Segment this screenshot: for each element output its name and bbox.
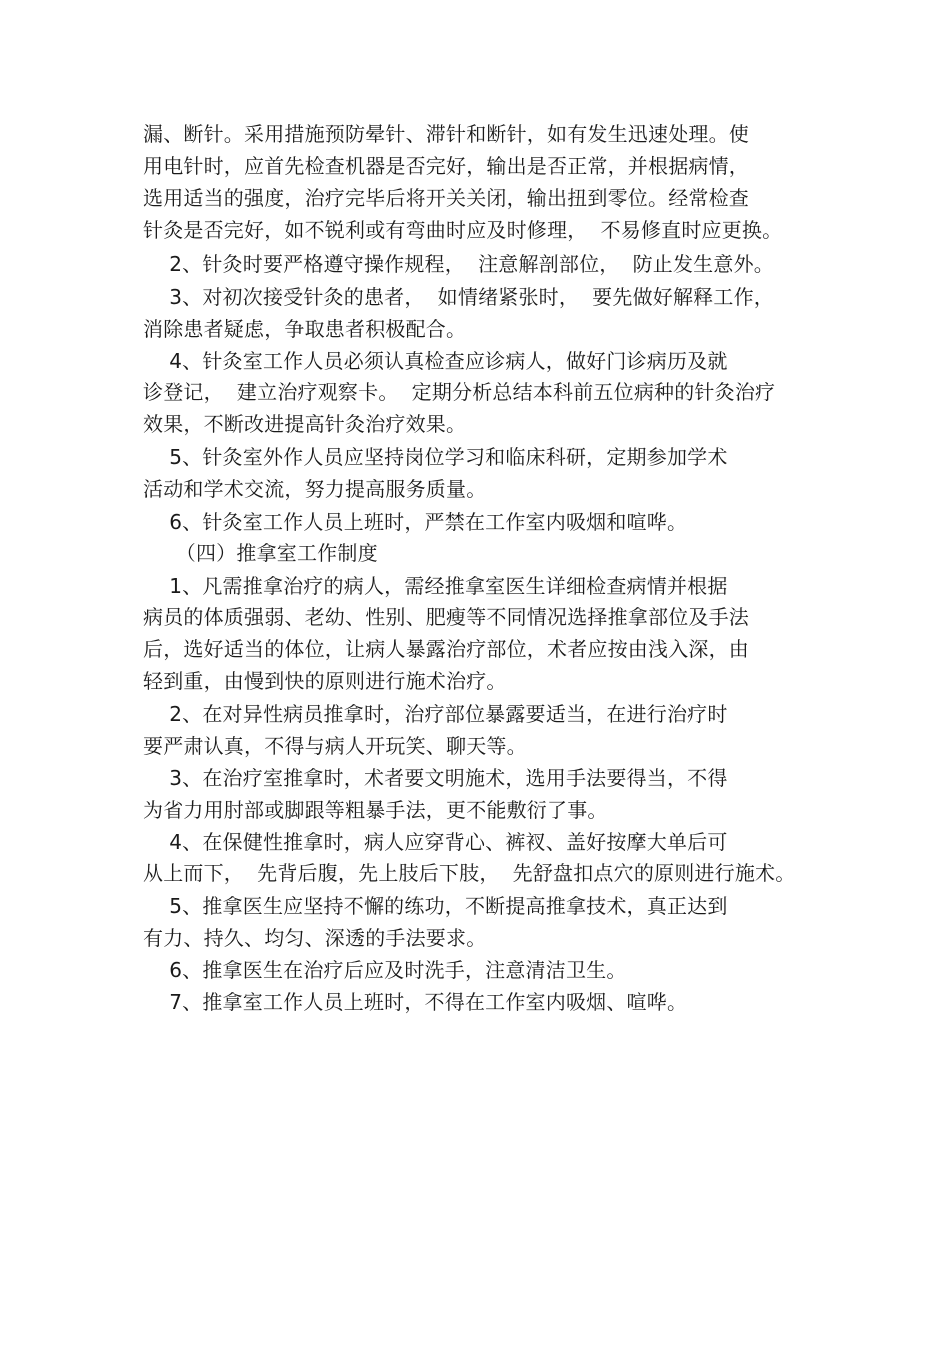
text-line: 3、在治疗室推拿时，术者要文明施术，选用手法要得当，不得 xyxy=(143,766,728,790)
text-line: 要严肃认真，不得与病人开玩笑、聊天等。 xyxy=(143,734,527,758)
text-line: 效果，不断改进提高针灸治疗效果。 xyxy=(143,412,467,436)
text-line: 2、在对异性病员推拿时，治疗部位暴露要适当，在进行治疗时 xyxy=(143,702,728,726)
text-line: 5、针灸室外作人员应坚持岗位学习和临床科研，定期参加学术 xyxy=(143,445,728,469)
text-line: 针灸是否完好，如不锐利或有弯曲时应及时修理， 不易修直时应更换。 xyxy=(143,218,783,242)
text-line: 4、在保健性推拿时，病人应穿背心、裤衩、盖好按摩大单后可 xyxy=(143,830,728,854)
text-line: 后，选好适当的体位，让病人暴露治疗部位，术者应按由浅入深，由 xyxy=(143,637,749,661)
text-line: 4、针灸室工作人员必须认真检查应诊病人，做好门诊病历及就 xyxy=(143,349,728,373)
text-line: 有力、持久、均匀、深透的手法要求。 xyxy=(143,926,487,950)
text-line: 7、推拿室工作人员上班时，不得在工作室内吸烟、喧哗。 xyxy=(143,990,688,1014)
text-line: 1、凡需推拿治疗的病人，需经推拿室医生详细检查病情并根据 xyxy=(143,574,728,598)
text-line: 病员的体质强弱、老幼、性别、肥瘦等不同情况选择推拿部位及手法 xyxy=(143,605,749,629)
text-line: 选用适当的强度，治疗完毕后将开关关闭，输出扭到零位。经常检查 xyxy=(143,186,749,210)
text-line: 为省力用肘部或脚跟等粗暴手法，更不能敷衍了事。 xyxy=(143,798,608,822)
text-line: 5、推拿医生应坚持不懈的练功，不断提高推拿技术，真正达到 xyxy=(143,894,728,918)
text-line: 6、针灸室工作人员上班时，严禁在工作室内吸烟和喧哗。 xyxy=(143,510,688,534)
text-line: 消除患者疑虑，争取患者积极配合。 xyxy=(143,317,467,341)
text-line: 轻到重，由慢到快的原则进行施术治疗。 xyxy=(143,669,507,693)
text-line: 漏、断针。采用措施预防晕针、滞针和断针，如有发生迅速处理。使 xyxy=(143,122,749,146)
text-line: 2、针灸时要严格遵守操作规程， 注意解剖部位， 防止发生意外。 xyxy=(143,252,774,276)
section-heading: （四）推拿室工作制度 xyxy=(143,541,378,565)
text-line: 从上而下， 先背后腹，先上肢后下肢， 先舒盘扣点穴的原则进行施术。 xyxy=(143,861,796,885)
text-line: 用电针时，应首先检查机器是否完好，输出是否正常，并根据病情， xyxy=(143,154,749,178)
text-line: 3、对初次接受针灸的患者， 如情绪紧张时， 要先做好解释工作， xyxy=(143,285,774,309)
text-line: 6、推拿医生在治疗后应及时洗手，注意清洁卫生。 xyxy=(143,958,627,982)
text-line: 诊登记， 建立治疗观察卡。 定期分析总结本科前五位病种的针灸治疗 xyxy=(143,380,776,404)
text-line: 活动和学术交流，努力提高服务质量。 xyxy=(143,477,487,501)
